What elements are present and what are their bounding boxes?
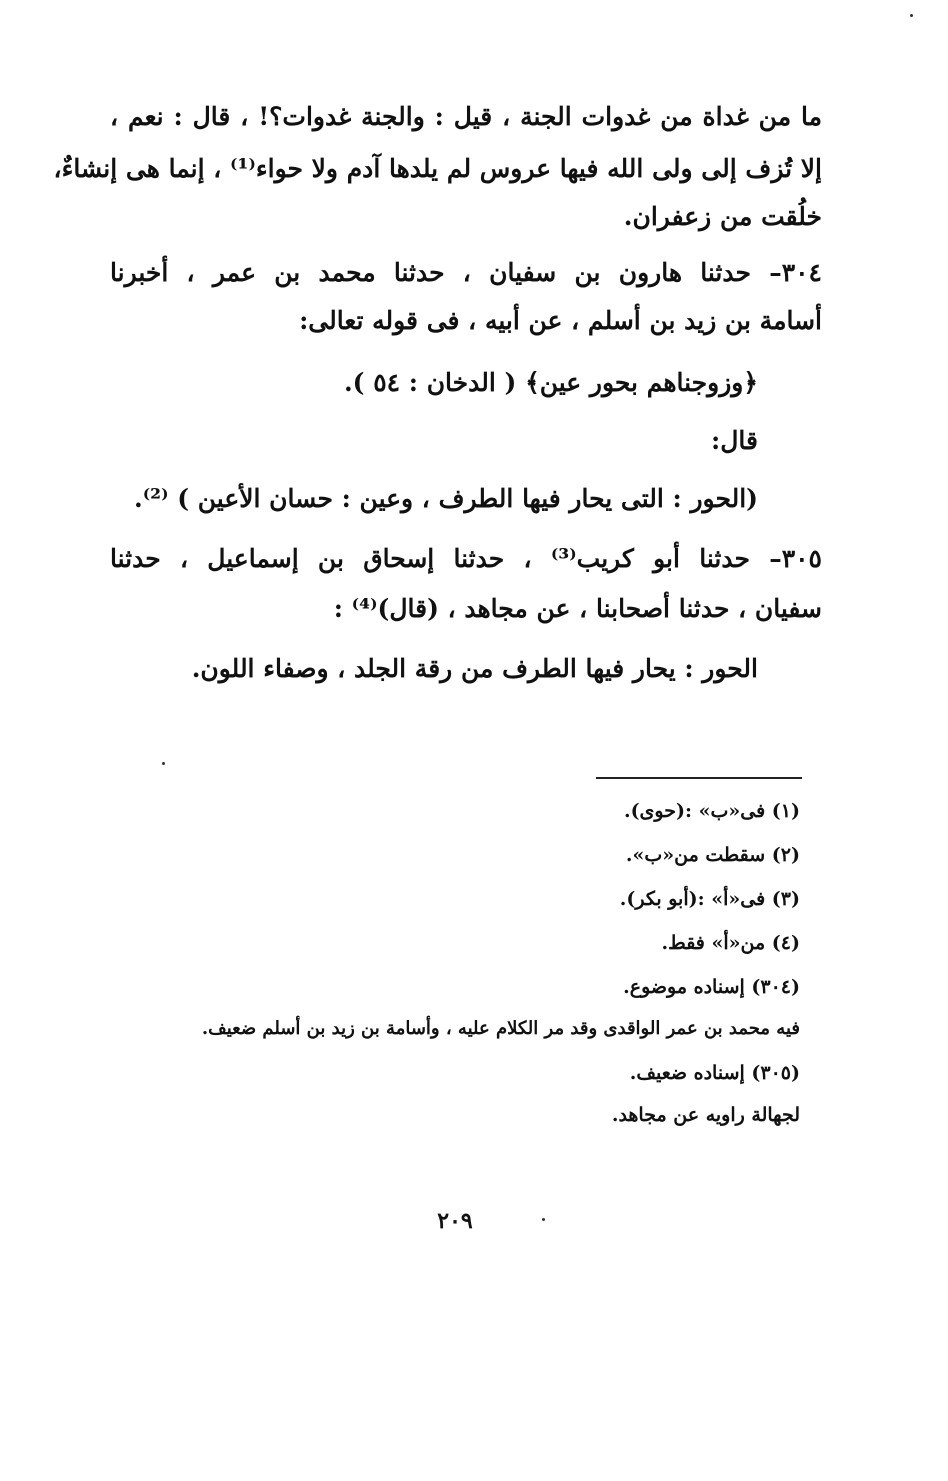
footnote-304-text: فيه محمد بن عمر الواقدى وقد مر الكلام عليه ، وأسامة بن زيد بن أسلم ضعيف. [201, 1018, 800, 1039]
quran-verse-line [344, 366, 758, 400]
footnote-3: (٣) فى«أ» :(أبو بكر). [619, 888, 800, 910]
hadith-305-line2: سفيان ، حدثنا أصحابنا ، عن مجاهد ، (قال)⁽⁴⁾ : [333, 594, 822, 623]
hadith-304-number: ٣٠٤– [769, 258, 822, 287]
para1-line3: خلُقت من زعفران. [623, 202, 822, 231]
hadith-305-line1 [110, 542, 822, 576]
quran-verse: ﴿وزوجناهم بحور عين﴾ [525, 368, 758, 397]
scan-speck [542, 1218, 545, 1221]
footnote-305-title: (٣٠٥) إسناده ضعيف. [629, 1062, 800, 1084]
hadith-304-line1 [110, 256, 822, 290]
scan-speck [162, 762, 165, 765]
footnote-305-text: لجهالة راويه عن مجاهد. [611, 1104, 800, 1126]
hadith-305-line1-text: حدثنا أبو كريب⁽³⁾ ، حدثنا إسحاق بن إسماعيل ، حدثنا [110, 544, 770, 573]
quran-verse-reference: ( الدخان : ٥٤ ). [343, 368, 526, 397]
scan-speck [910, 14, 913, 17]
para1-line1: ما من غداة من غدوات الجنة ، قيل : والجنة غدوات؟! ، قال : نعم ، [110, 102, 822, 131]
page-number: ٢٠٩ [437, 1208, 473, 1234]
footnote-304-title: (٣٠٤) إسناده موضوع. [623, 976, 800, 998]
hadith-304-line2: أسامة بن زيد بن أسلم ، عن أبيه ، فى قوله تعالى: [299, 306, 822, 335]
para1-line2: إلا تُزف إلى ولى الله فيها عروس لم يلدها آدم ولا حواء⁽¹⁾ ، إنما هى إنشاءٌ، [53, 154, 822, 183]
hadith-304-line1-text: حدثنا هارون بن سفيان ، حدثنا محمد بن عمر ، أخبرنا [110, 258, 770, 287]
footnote-separator [596, 777, 802, 779]
footnote-2: (٢) سقطت من«ب». [625, 844, 800, 866]
hadith-305-quote: الحور : يحار فيها الطرف من رقة الجلد ، وصفاء اللون. [191, 654, 758, 683]
hadith-304-quote: (الحور : التى يحار فيها الطرف ، وعين : حسان الأعين ) ⁽²⁾. [133, 484, 758, 513]
footnote-1: (١) فى«ب» :(حوى). [623, 800, 800, 822]
hadith-305-number: ٣٠٥– [769, 544, 822, 573]
hadith-304-qala: قال: [711, 426, 758, 455]
footnote-4: (٤) من«أ» فقط. [661, 932, 800, 954]
